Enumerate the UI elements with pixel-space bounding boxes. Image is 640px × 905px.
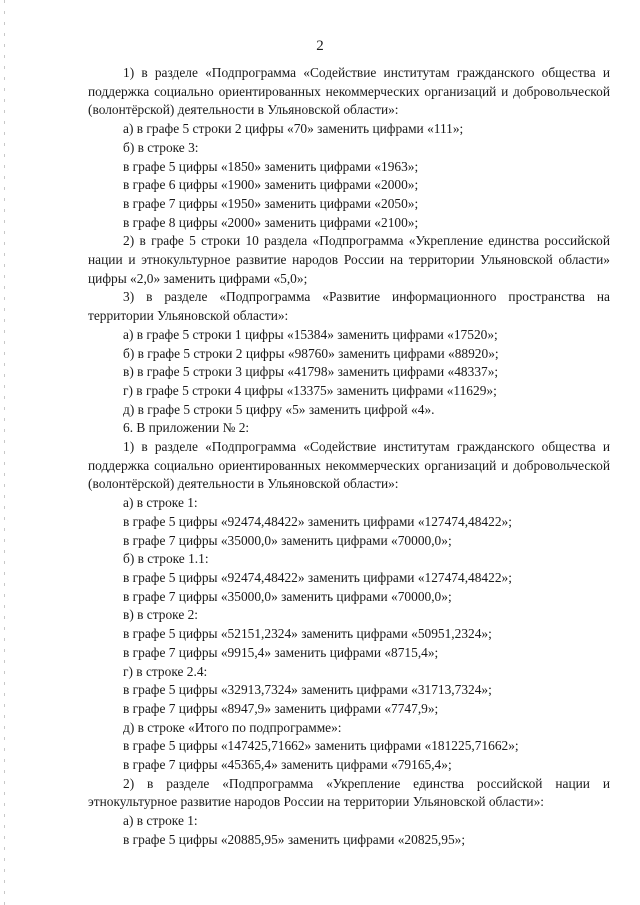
page-number: 2 <box>316 38 324 54</box>
list-item: в графе 7 цифры «35000,0» заменить цифрами «70000,0»; <box>123 532 452 548</box>
list-item: 6. В приложении № 2: <box>123 420 250 436</box>
list-item: в графе 6 цифры «1900» заменить цифрами «2000»; <box>123 177 419 193</box>
list-item: в графе 5 цифры «52151,2324» заменить цифрами «50951,2324»; <box>123 626 492 642</box>
list-item: а) в строке 1: <box>123 495 198 511</box>
list-item: д) в строке «Итого по подпрограмме»: <box>123 719 342 735</box>
scan-margin-mark <box>4 0 5 905</box>
list-item: в графе 5 цифры «92474,48422» заменить цифрами «127474,48422»; <box>123 513 512 529</box>
paragraph: 3) в разделе «Подпрограмма «Развитие информационного пространства на территории Ульяновской области»: <box>88 289 610 324</box>
paragraph: 2) в графе 5 строки 10 раздела «Подпрограмма «Укрепление единства российской нации и этнокультурное развитие народов России на территории Ульяновской области» цифры «2,0» заменить цифрами «5,0»; <box>88 233 610 286</box>
list-item: а) в графе 5 строки 2 цифры «70» заменить цифрами «111»; <box>123 121 464 137</box>
list-item: б) в строке 3: <box>123 139 199 155</box>
list-item: а) в строке 1: <box>123 813 198 829</box>
list-item: г) в строке 2.4: <box>123 663 208 679</box>
list-item: в графе 8 цифры «2000» заменить цифрами «2100»; <box>123 214 419 230</box>
list-item: в графе 5 цифры «1850» заменить цифрами «1963»; <box>123 158 419 174</box>
list-item: в графе 5 цифры «32913,7324» заменить цифрами «31713,7324»; <box>123 682 492 698</box>
list-item: в графе 5 цифры «20885,95» заменить цифрами «20825,95»; <box>123 831 466 847</box>
list-item: в графе 7 цифры «9915,4» заменить цифрами «8715,4»; <box>123 644 439 660</box>
list-item: а) в графе 5 строки 1 цифры «15384» заменить цифрами «17520»; <box>123 326 498 342</box>
list-item: б) в строке 1.1: <box>123 551 209 567</box>
list-item: в графе 7 цифры «8947,9» заменить цифрами «7747,9»; <box>123 700 439 716</box>
paragraph: 2) в разделе «Подпрограмма «Укрепление единства российской нации и этнокультурное развитие народов России на территории Ульяновской области»: <box>88 775 610 810</box>
list-item: в графе 5 цифры «92474,48422» заменить цифрами «127474,48422»; <box>123 569 512 585</box>
paragraph: 1) в разделе «Подпрограмма «Содействие институтам гражданского общества и поддержка социально ориентированных некоммерческих организаций и добровольческой (волонтёрской) деятельности в Ульяновской области»: <box>88 439 610 492</box>
list-item: в) в графе 5 строки 3 цифры «41798» заменить цифрами «48337»; <box>123 364 499 380</box>
list-item: д) в графе 5 строки 5 цифру «5» заменить цифрой «4». <box>123 401 435 417</box>
list-item: в графе 7 цифры «1950» заменить цифрами «2050»; <box>123 195 419 211</box>
document-body <box>88 64 610 850</box>
paragraph: 1) в разделе «Подпрограмма «Содействие институтам гражданского общества и поддержка социально ориентированных некоммерческих организаций и добровольческой (волонтёрской) деятельности в Ульяновской области»: <box>88 65 610 118</box>
list-item: г) в графе 5 строки 4 цифры «13375» заменить цифрами «11629»; <box>123 382 497 398</box>
list-item: в) в строке 2: <box>123 607 199 623</box>
list-item: в графе 7 цифры «35000,0» заменить цифрами «70000,0»; <box>123 588 452 604</box>
list-item: б) в графе 5 строки 2 цифры «98760» заменить цифрами «88920»; <box>123 345 499 361</box>
list-item: в графе 5 цифры «147425,71662» заменить цифрами «181225,71662»; <box>123 738 519 754</box>
list-item: в графе 7 цифры «45365,4» заменить цифрами «79165,4»; <box>123 757 452 773</box>
